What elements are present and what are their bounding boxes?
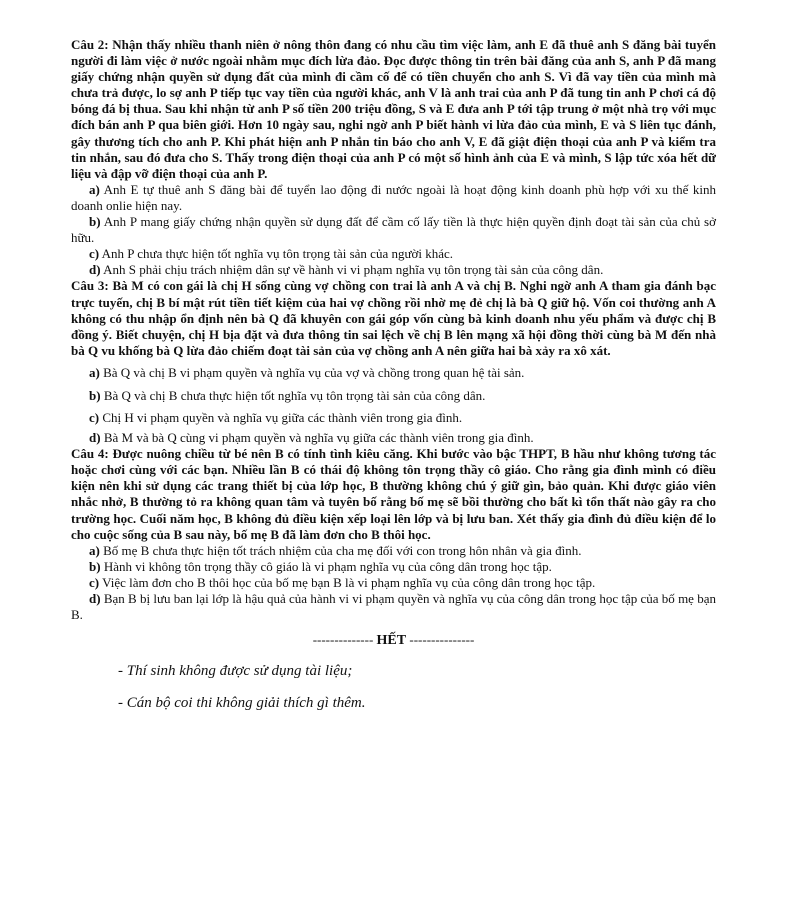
question-stem: Câu 4: Được nuông chiều từ bé nên B có tính tình kiêu căng. Khi bước vào bậc THPT, B hầu như không tương tác hoặc chơi cùng với các bạn. Nhiều lần B có thái độ không tôn trọng thầy cô giáo. Cho rằng gia đình mình có điều kiện nên khi sử dụng các trang thiết bị của lớp học, B thường không chú ý giữ gìn, bảo quản. Khi được giáo viên nhắc nhở, B thường tỏ ra không quan tâm và tuyên bố rằng bố mẹ sẽ bồi thường cho bất kì tổn thất nào gây ra cho trường học. Cuối năm học, B không đủ điều kiện xếp loại lên lớp và bị lưu ban. Xét thấy gia đình đủ điều kiện để lo cho cuộc sống của B sau này, bố mẹ B đã làm đơn cho B thôi học. (71, 446, 716, 542)
note-no-explanation: - Cán bộ coi thi không giải thích gì thêm. (118, 695, 366, 712)
option-label: c) (89, 574, 100, 590)
option-label: b) (89, 214, 101, 230)
option-a (71, 365, 716, 381)
option-a (71, 543, 716, 559)
question-3 (71, 278, 716, 446)
option-label: d) (89, 590, 101, 606)
option-d (71, 262, 716, 278)
option-d (71, 591, 716, 623)
option-label: c) (89, 409, 100, 425)
option-label: a) (89, 365, 100, 381)
question-stem: Câu 2: Nhận thấy nhiều thanh niên ở nông thôn đang có nhu cầu tìm việc làm, anh E đã thuê anh S đăng bài tuyển người đi làm việc ở nước ngoài nhằm mục đích lừa đảo. Đọc được thông tin trên bài đăng của anh S, anh P đã mang giấy chứng nhận quyền sử dụng đất của mình đi cầm cố để có tiền chuyển cho anh S. Vì đã vay tiền của mình mà chưa trả được, lo sợ anh P tiếp tục vay tiền của người khác, anh V là anh trai của anh P đã tung tin anh P chơi cá độ bóng đá bị thua. Sau khi nhận từ anh P số tiền 200 triệu đồng, S và E đưa anh P tới tập trung ở một nhà trọ với mục đích bán anh P qua biên giới. Hơn 10 ngày sau, nghi ngờ anh P biết hành vi lừa đảo của mình, E và S liên tục đánh, gây thương tích cho anh P. Khi phát hiện anh P nhắn tin báo cho anh V, E đã giật điện thoại của anh P và kiểm tra tin nhắn, sau đó đưa cho S. Thấy trong điện thoại của anh P có một số hình ảnh của E và mình, S lập tức xóa hết dữ liệu và đập vỡ điện thoại của anh P. (71, 37, 716, 181)
end-dashes-right: --------------- (409, 632, 475, 648)
option-b (71, 214, 716, 246)
option-label: b) (89, 387, 101, 403)
option-text: Bà M và bà Q cùng vi phạm quyền và nghĩa vụ giữa các thành viên trong gia đình. (103, 430, 534, 446)
option-label: a) (89, 542, 100, 558)
option-label: b) (89, 558, 101, 574)
question-stem: Câu 3: Bà M có con gái là chị H sống cùng vợ chồng con trai là anh A và chị B. Nghi ngờ anh A tham gia đánh bạc trực tuyến, chị B bí mật rút tiền tiết kiệm của hai vợ chồng rồi nhờ mẹ đẻ chị là bà Q giữ hộ. Vốn coi thường anh A không có thu nhập ổn định nên bà Q đã khuyên con gái góp vốn cùng bà kinh doanh nhu yếu phẩm và được chị B đồng ý. Biết chuyện, chị H bịa đặt và đưa thông tin sai lệch về chị B lên mạng xã hội đồng thời cùng bà M đến nhà bà Q vu khống bà Q lừa đảo chiếm đoạt tài sản của vợ chồng anh A nên giữa hai bà xảy ra xô xát. (71, 278, 716, 358)
end-dashes-left: -------------- (312, 632, 374, 648)
option-a (71, 182, 716, 214)
option-text: Bà Q và chị B chưa thực hiện tốt nghĩa vụ tôn trọng tài sản của công dân. (103, 387, 486, 403)
option-b (71, 388, 716, 404)
option-text: Bố mẹ B chưa thực hiện tốt trách nhiệm của cha mẹ đối với con trong hôn nhân và gia đình. (103, 542, 582, 558)
option-label: d) (89, 430, 101, 446)
option-text: Anh E tự thuê anh S đăng bài để tuyển lao động đi nước ngoài là hoạt động kinh doanh phù hợp với xu thế kinh doanh onlie hiện nay. (71, 181, 716, 213)
option-c (71, 246, 716, 262)
option-b (71, 559, 716, 575)
end-word: HẾT (376, 633, 407, 649)
option-text: Hành vi không tôn trọng thầy cô giáo là vi phạm nghĩa vụ của công dân trong học tập. (103, 558, 552, 574)
option-c (71, 575, 716, 591)
option-label: a) (89, 181, 100, 197)
option-text: Việc làm đơn cho B thôi học của bố mẹ bạn B là vi phạm nghĩa vụ của công dân trong học tập. (102, 574, 596, 590)
note-no-materials: - Thí sinh không được sử dụng tài liệu; (118, 663, 353, 680)
option-label: d) (89, 262, 101, 278)
option-d (71, 430, 716, 446)
option-label: c) (89, 246, 100, 262)
option-text: Chị H vi phạm quyền và nghĩa vụ giữa các thành viên trong gia đình. (102, 409, 463, 425)
exam-page (71, 37, 716, 713)
option-text: Anh P chưa thực hiện tốt nghĩa vụ tôn trọng tài sản của người khác. (101, 246, 454, 262)
option-c (71, 410, 716, 426)
question-4 (71, 446, 716, 623)
end-marker (71, 632, 716, 649)
question-2 (71, 37, 716, 278)
option-text: Bạn B bị lưu ban lại lớp là hậu quả của hành vi vi phạm quyền và nghĩa vụ của công dân trong học tập của bố mẹ bạn B. (71, 590, 716, 623)
option-text: Anh S phải chịu trách nhiệm dân sự về hành vi vi phạm nghĩa vụ tôn trọng tài sản của công dân. (103, 262, 604, 278)
option-text: Bà Q và chị B vi phạm quyền và nghĩa vụ của vợ và chồng trong quan hệ tài sản. (103, 365, 525, 381)
option-text: Anh P mang giấy chứng nhận quyền sử dụng đất để cầm cố lấy tiền là thực hiện quyền định đoạt tài sản của chủ sở hữu. (71, 214, 716, 246)
